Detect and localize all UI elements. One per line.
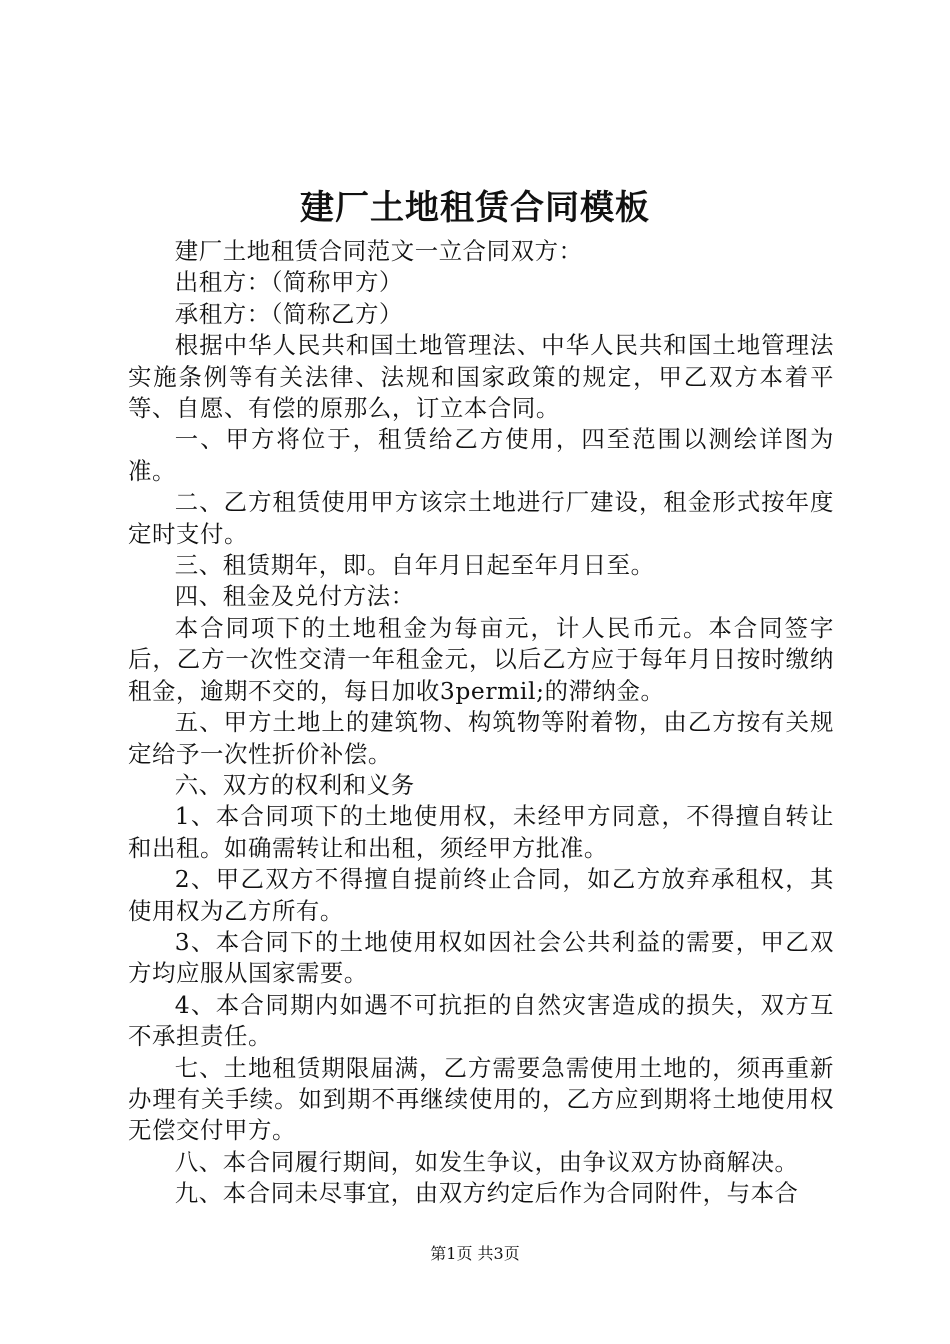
page-total: 共3页 <box>477 1244 520 1263</box>
paragraph: 三、租赁期年，即。自年月日起至年月日至。 <box>174 551 655 580</box>
paragraph: 二、乙方租赁使用甲方该宗土地进行厂建设，租金形式按年度定时支付。 <box>128 488 834 548</box>
paragraph: 七、土地租赁期限届满，乙方需要急需使用土地的，须再重新办理有关手续。如到期不再继续使用的，乙方应到期将土地使用权无偿交付甲方。 <box>128 1053 834 1145</box>
paragraph: 六、双方的权利和义务 <box>174 770 415 799</box>
paragraph: 五、甲方土地上的建筑物、构筑物等附着物，由乙方按有关规定给予一次性折价补偿。 <box>128 708 834 768</box>
document-body <box>128 236 834 1210</box>
paragraph: 九、本合同未尽事宜，由双方约定后作为合同附件，与本合 <box>174 1179 799 1208</box>
paragraph: 2、甲乙双方不得擅自提前终止合同，如乙方放弃承租权，其使用权为乙方所有。 <box>128 865 834 925</box>
paragraph: 1、本合同项下的土地使用权，未经甲方同意，不得擅自转让和出租。如确需转让和出租，须经甲方批准。 <box>128 802 834 862</box>
paragraph: 3、本合同下的土地使用权如因社会公共利益的需要，甲乙双方均应服从国家需要。 <box>128 927 834 988</box>
paragraph: 八、本合同履行期间，如发生争议，由争议双方协商解决。 <box>174 1147 799 1176</box>
page-number: 第1页 <box>430 1244 473 1263</box>
paragraph: 4、本合同期内如遇不可抗拒的自然灾害造成的损失，双方互不承担责任。 <box>128 990 834 1051</box>
paragraph: 根据中华人民共和国土地管理法、中华人民共和国土地管理法实施条例等有关法律、法规和国家政策的规定，甲乙双方本着平等、自愿、有偿的原那么，订立本合同。 <box>128 331 834 423</box>
paragraph: 建厂土地租赁合同范文一立合同双方： <box>174 237 583 265</box>
paragraph: 出租方：（简称甲方） <box>174 268 404 297</box>
document-title: 建厂土地租赁合同模板 <box>300 188 650 228</box>
page-footer <box>0 1242 950 1266</box>
paragraph: 承租方：（简称乙方） <box>174 299 404 328</box>
paragraph: 四、租金及兑付方法： <box>174 582 415 611</box>
paragraph: 本合同项下的土地租金为每亩元，计人民币元。本合同签字后，乙方一次性交清一年租金元，以后乙方应于每年月日按时缴纳租金，逾期不交的，每日加收3permil;的滞纳金。 <box>128 613 834 705</box>
paragraph: 一、甲方将位于，租赁给乙方使用，四至范围以测绘详图为准。 <box>128 425 834 485</box>
